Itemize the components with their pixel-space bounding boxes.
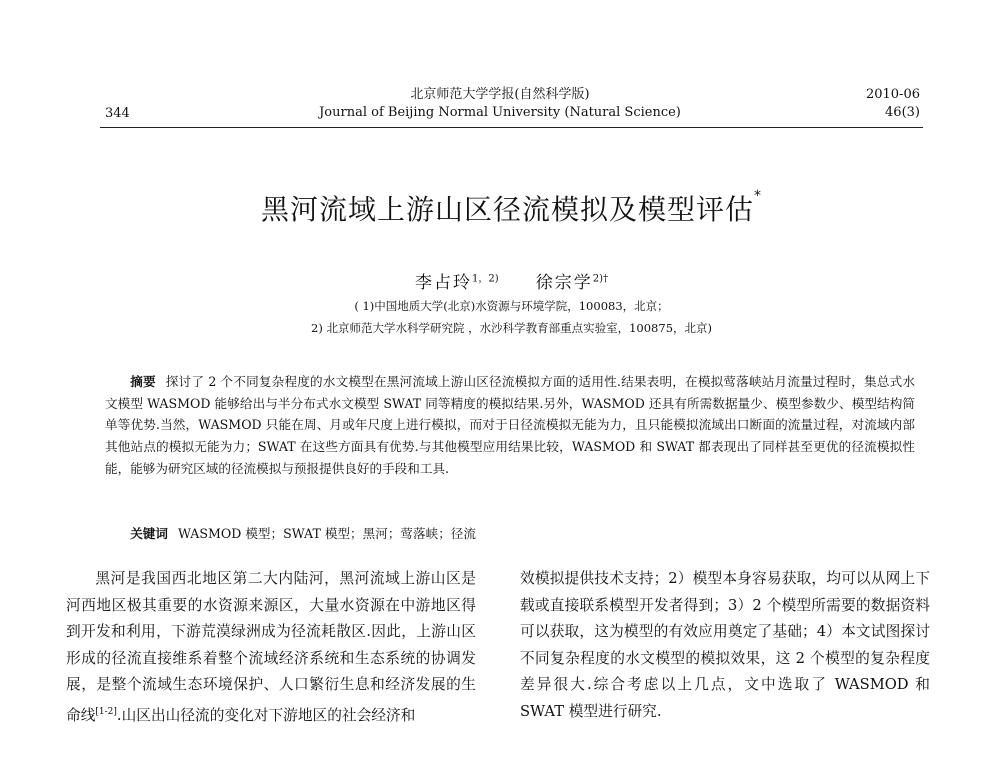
abstract <box>105 371 915 480</box>
affiliation-2: 2) 北京师范大学水科学研究院 ，水沙科学教育部重点实验室，100875，北京) <box>311 321 712 335</box>
journal-title-cn: 北京师范大学学报(自然科学版) <box>410 87 590 102</box>
abstract-text: 探讨了 2 个不同复杂程度的水文模型在黑河流域上游山区径流模拟方面的适用性.结果表明，在模拟莺落峡站月流量过程时，集总式水文模型 WASMOD 能够给出与半分布式水文模型 SWAT 同等精度的模拟结果.另外，WASMOD 还具有所需数据量少、模型参数少、模型结构简单等优势.当然，WASMOD 只能在周、月或年尺度上进行模拟，而对于日径流模拟无能为力，且只能模拟流域出口断面的流量过程，对流域内部其他站点的模拟无能为力；SWAT 在这些方面具有优势.与其他模型应用结果比较，WASMOD 和 SWAT 都表现出了同样甚至更优的径流模拟性能，能够为研究区域的径流模拟与预报提供良好的手段和工具. <box>105 374 915 476</box>
journal-title-en: Journal of Beijing Normal University (Natural Science) <box>319 105 681 120</box>
journal-header <box>300 86 700 122</box>
left-text-1: 黑河是我国西北地区第二大内陆河，黑河流域上游山区是河西地区极其重要的水资源来源区，大量水资源在中游地区得到开发和利用，下游荒漠绿洲成为径流耗散区.因此，上游山区形成的径流直接维系着整个流域经济系统和生态系统的协调发展，是整个流域生态环境保护、人口繁衍生息和经济发展的生命线 <box>66 570 476 724</box>
title-footnote-mark: * <box>754 188 762 204</box>
keywords-label: 关键词 <box>130 526 168 541</box>
author-1-affiliation: 1，2) <box>472 273 499 285</box>
author-2: 徐宗学 <box>535 273 593 293</box>
abstract-label: 摘要 <box>130 374 156 389</box>
author-2-affiliation: 2)† <box>592 273 608 285</box>
paper-title <box>100 188 923 228</box>
author-line <box>100 268 923 293</box>
keywords <box>105 523 476 542</box>
keywords-text: WASMOD 模型；SWAT 模型；黑河；莺落峡；径流 <box>177 526 476 541</box>
author-1: 李占玲 <box>415 273 473 293</box>
paper-title-text: 黑河流域上游山区径流模拟及模型评估 <box>260 193 754 226</box>
body-column-right: 效模拟提供技术支持；2）模型本身容易获取，均可以从网上下载或直接联系模型开发者得到；3）2 个模型所需要的数据资料可以获取，这为模型的有效应用奠定了基础；4）本文试图探讨不同复杂程度的水文模型的模拟效果，这 2 个模型的复杂程度差异很大.综合考虑以上几点，文中选取了 WASMOD 和 SWAT 模型进行研究. <box>520 570 930 720</box>
left-text-2: .山区出山径流的变化对下游地区的社会经济和 <box>116 706 416 724</box>
issue-date: 2010-06 <box>865 87 920 102</box>
issue-info <box>866 86 920 122</box>
page-number: 344 <box>105 106 130 121</box>
body-column-left <box>66 566 476 729</box>
issue-volume: 46(3) <box>885 105 920 120</box>
affiliation-1: ( 1)中国地质大学(北京)水资源与环境学院，100083，北京； <box>354 299 669 313</box>
header-rule <box>100 127 923 128</box>
citation-1-2: [1-2] <box>95 706 117 717</box>
